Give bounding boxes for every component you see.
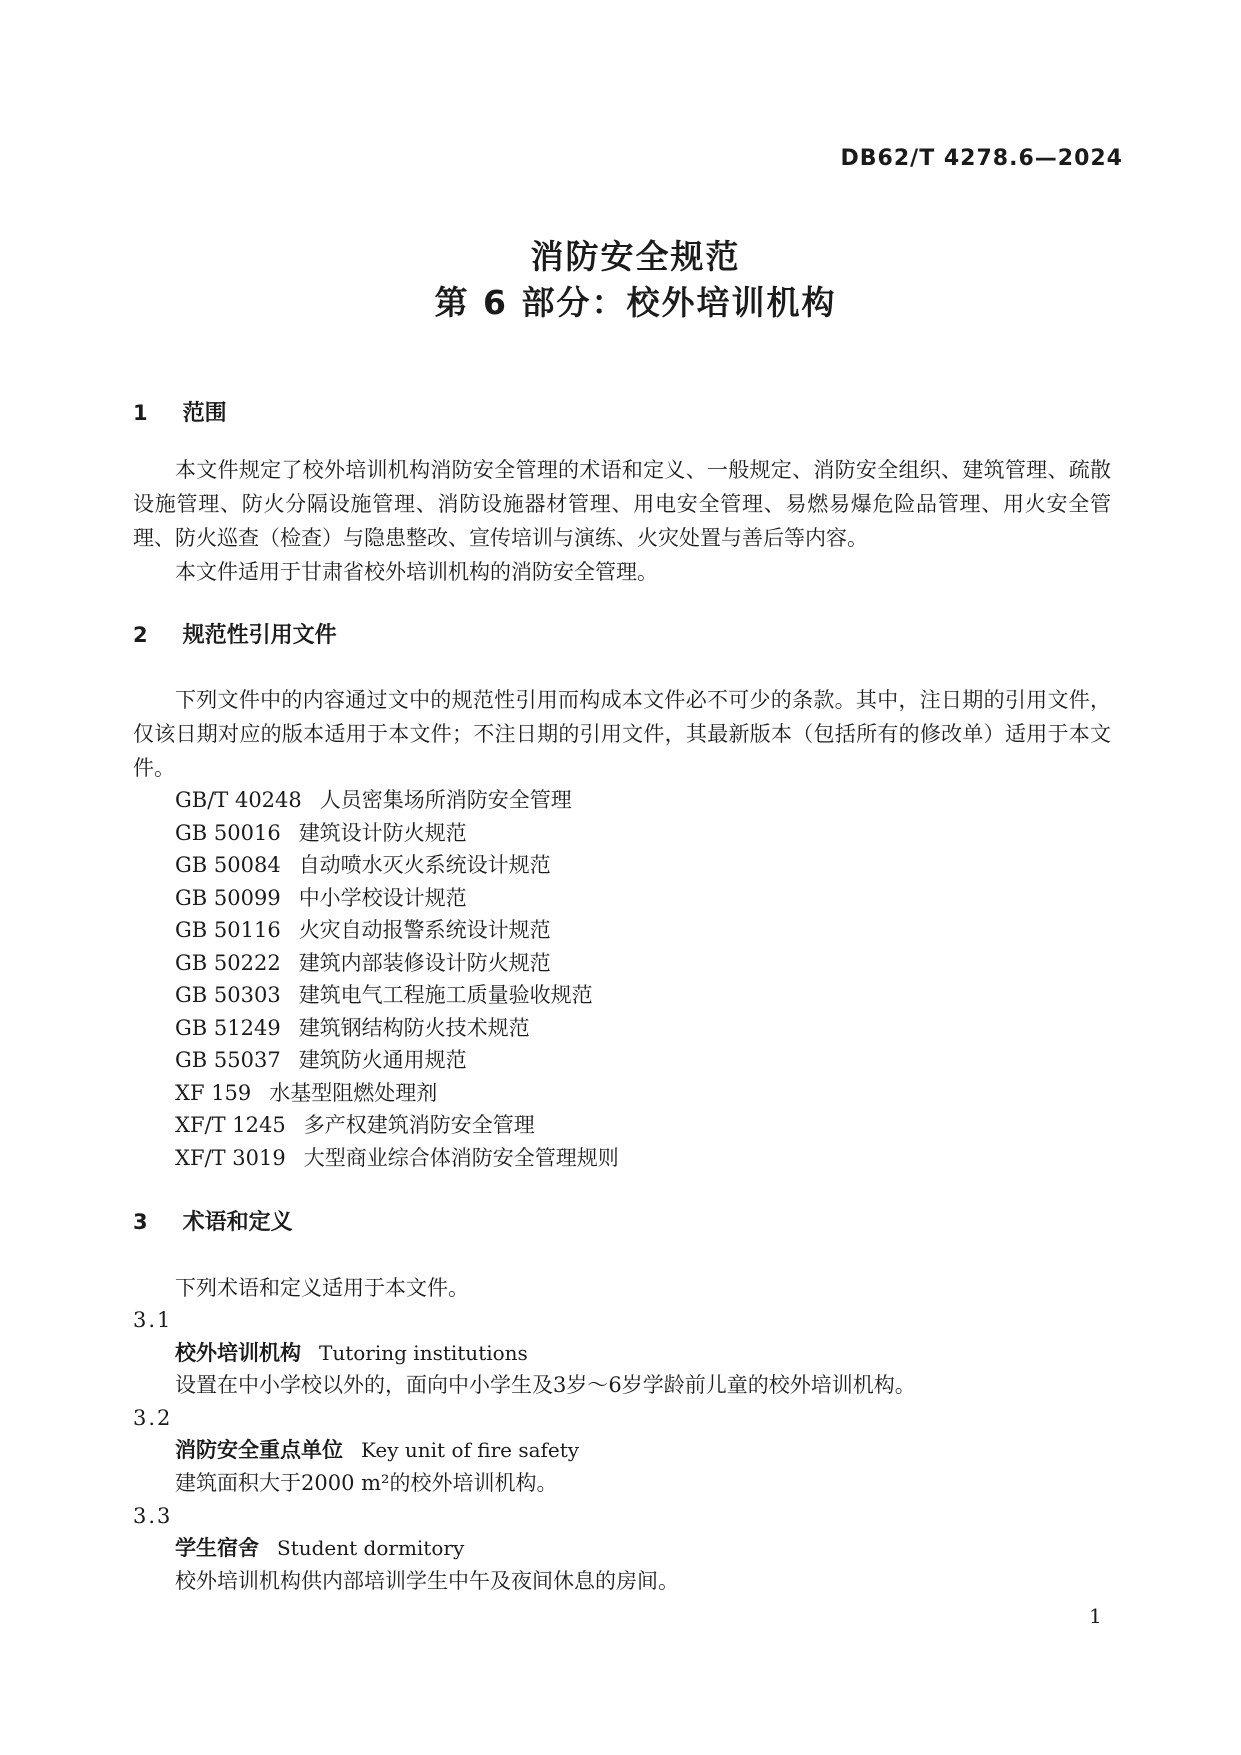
reference-title: 自动喷水灭火系统设计规范 bbox=[298, 853, 551, 877]
reference-code: XF/T 1245 bbox=[175, 1113, 286, 1137]
section-1-heading bbox=[133, 399, 227, 428]
reference-title: 建筑内部装修设计防火规范 bbox=[298, 950, 551, 975]
reference-item bbox=[133, 1044, 1111, 1077]
reference-title: 大型商业综合体消防安全管理规则 bbox=[303, 1145, 619, 1170]
term-number: 3.3 bbox=[133, 1503, 173, 1528]
term-english-name: Student dormitory bbox=[277, 1536, 465, 1561]
term-name-line bbox=[133, 1532, 1111, 1565]
term-english-name: Key unit of fire safety bbox=[361, 1438, 580, 1463]
reference-item bbox=[133, 914, 1111, 947]
reference-title: 水基型阻燃处理剂 bbox=[269, 1080, 438, 1105]
term-item bbox=[133, 1500, 1111, 1598]
reference-item bbox=[133, 947, 1111, 980]
reference-code: GB 50222 bbox=[175, 950, 281, 975]
reference-title: 火灾自动报警系统设计规范 bbox=[298, 918, 551, 942]
reference-item bbox=[133, 1109, 1111, 1142]
reference-title: 人员密集场所消防安全管理 bbox=[319, 788, 572, 812]
reference-item bbox=[133, 817, 1111, 850]
terms-intro-paragraph: 下列术语和定义适用于本文件。 bbox=[175, 1276, 469, 1300]
reference-code: GB 50116 bbox=[175, 918, 281, 942]
reference-item bbox=[133, 1142, 1111, 1175]
term-name: 校外培训机构 bbox=[175, 1340, 301, 1365]
terms-intro bbox=[133, 1271, 1111, 1305]
section-1-body bbox=[133, 453, 1111, 589]
reference-title: 建筑设计防火规范 bbox=[298, 820, 467, 845]
term-english-name: Tutoring institutions bbox=[319, 1340, 528, 1365]
term-name-line bbox=[133, 1434, 1111, 1467]
term-number: 3.2 bbox=[133, 1405, 173, 1430]
reference-title: 建筑电气工程施工质量验收规范 bbox=[298, 983, 593, 1007]
section-2-intro bbox=[133, 683, 1111, 785]
reference-title: 多产权建筑消防安全管理 bbox=[303, 1113, 535, 1137]
section-3-heading bbox=[133, 1208, 293, 1237]
term-item bbox=[133, 1402, 1111, 1500]
reference-item bbox=[133, 1012, 1111, 1045]
term-definition: 校外培训机构供内部培训学生中午及夜间休息的房间。 bbox=[175, 1568, 679, 1593]
reference-item bbox=[133, 784, 1111, 817]
doc-number: DB62/T 4278.6—2024 bbox=[840, 146, 1123, 171]
section-3-number: 3 bbox=[133, 1210, 148, 1234]
section-2-number: 2 bbox=[133, 623, 148, 647]
term-name: 消防安全重点单位 bbox=[175, 1438, 343, 1463]
reference-code: GB 55037 bbox=[175, 1048, 281, 1072]
reference-code: GB 50303 bbox=[175, 983, 281, 1007]
reference-code: GB 50084 bbox=[175, 853, 281, 877]
reference-title: 中小学校设计规范 bbox=[298, 885, 467, 910]
reference-title: 建筑防火通用规范 bbox=[298, 1048, 467, 1072]
scope-paragraph-1: 本文件规定了校外培训机构消防安全管理的术语和定义、一般规定、消防安全组织、建筑管理、疏散设施管理、防火分隔设施管理、消防设施器材管理、用电安全管理、易燃易爆危险品管理、用火安全管理、防火巡查（检查）与隐患整改、宣传培训与演练、火灾处置与善后等内容。 bbox=[133, 458, 1111, 550]
term-name: 学生宿舍 bbox=[175, 1536, 259, 1561]
scope-paragraph-2: 本文件适用于甘肃省校外培训机构的消防安全管理。 bbox=[175, 560, 658, 584]
section-2-heading bbox=[133, 621, 337, 650]
term-name-line bbox=[133, 1337, 1111, 1370]
reference-code: GB 50099 bbox=[175, 885, 281, 910]
page-number: 1 bbox=[1089, 1604, 1102, 1628]
term-definition: 设置在中小学校以外的，面向中小学生及3岁～6岁学龄前儿童的校外培训机构。 bbox=[175, 1373, 916, 1398]
reference-item bbox=[133, 979, 1111, 1012]
reference-code: XF/T 3019 bbox=[175, 1145, 286, 1170]
reference-item bbox=[133, 849, 1111, 882]
references-list bbox=[133, 784, 1111, 1174]
reference-code: GB 51249 bbox=[175, 1015, 281, 1040]
section-1-title: 范围 bbox=[182, 401, 227, 426]
reference-item bbox=[133, 882, 1111, 915]
document-title-line2: 第 6 部分：校外培训机构 bbox=[434, 283, 837, 322]
term-item bbox=[133, 1304, 1111, 1402]
reference-code: XF 159 bbox=[175, 1080, 252, 1105]
document-title bbox=[30, 234, 1241, 326]
section-2-title: 规范性引用文件 bbox=[182, 623, 337, 648]
term-definition: 建筑面积大于2000 m²的校外培训机构。 bbox=[175, 1470, 558, 1495]
reference-code: GB/T 40248 bbox=[175, 788, 302, 812]
references-intro-paragraph: 下列文件中的内容通过文中的规范性引用而构成本文件必不可少的条款。其中，注日期的引用文件，仅该日期对应的版本适用于本文件；不注日期的引用文件，其最新版本（包括所有的修改单）适用于本文件。 bbox=[133, 688, 1111, 780]
reference-code: GB 50016 bbox=[175, 820, 281, 845]
terms-list bbox=[133, 1304, 1111, 1597]
section-1-number: 1 bbox=[133, 401, 148, 425]
section-3-title: 术语和定义 bbox=[182, 1210, 293, 1235]
reference-title: 建筑钢结构防火技术规范 bbox=[298, 1015, 530, 1040]
document-title-line1: 消防安全规范 bbox=[530, 237, 741, 276]
reference-item bbox=[133, 1077, 1111, 1110]
term-number: 3.1 bbox=[133, 1308, 173, 1332]
